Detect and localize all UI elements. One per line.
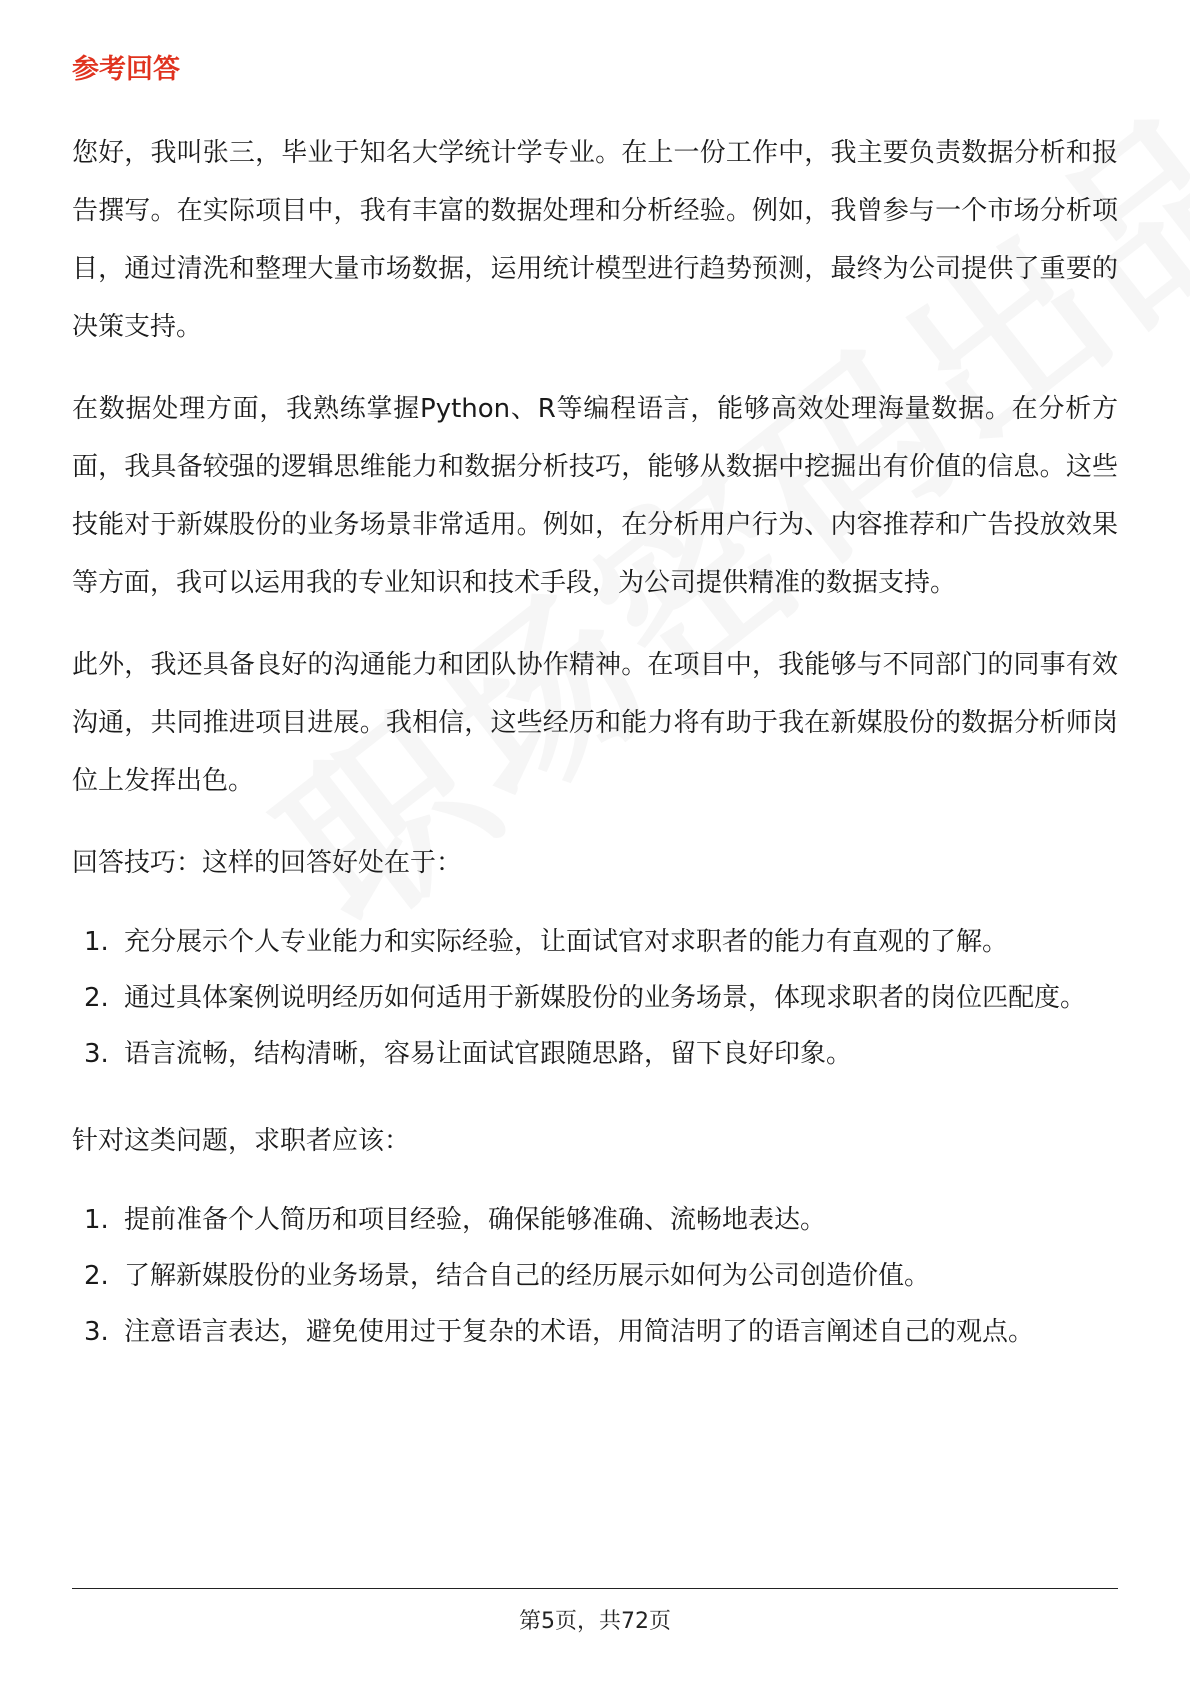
list-item <box>72 914 1118 970</box>
list-number: 2. <box>84 1261 109 1291</box>
tips-intro: 回答技巧：这样的回答好处在于： <box>72 848 463 878</box>
list-text: 充分展示个人专业能力和实际经验，让面试官对求职者的能力有直观的了解。 <box>124 927 1009 957</box>
list-text: 了解新媒股份的业务场景，结合自己的经历展示如何为公司创造价值。 <box>124 1261 931 1291</box>
tips-list <box>72 914 1118 1082</box>
list-number: 3. <box>84 1317 109 1347</box>
list-item <box>72 1026 1118 1082</box>
list-item <box>72 1248 1118 1304</box>
list-text: 提前准备个人简历和项目经验，确保能够准确、流畅地表达。 <box>124 1205 827 1235</box>
list-number: 1. <box>84 927 109 957</box>
document-body <box>72 48 1118 1390</box>
list-number: 2. <box>84 983 109 1013</box>
list-item <box>72 1192 1118 1248</box>
paragraph-3: 此外，我还具备良好的沟通能力和团队协作精神。在项目中，我能够与不同部门的同事有效沟通，共同推进项目进展。我相信，这些经历和能力将有助于我在新媒股份的数据分析师岗位上发挥出色。 <box>72 650 1118 796</box>
list-number: 1. <box>84 1205 109 1235</box>
paragraph-2: 在数据处理方面，我熟练掌握Python、R等编程语言，能够高效处理海量数据。在分析方面，我具备较强的逻辑思维能力和数据分析技巧，能够从数据中挖掘出有价值的信息。这些技能对于新媒股份的业务场景非常适用。例如，在分析用户行为、内容推荐和广告投放效果等方面，我可以运用我的专业知识和技术手段，为公司提供精准的数据支持。 <box>72 394 1118 598</box>
list-text: 通过具体案例说明经历如何适用于新媒股份的业务场景，体现求职者的岗位匹配度。 <box>124 983 1087 1013</box>
section-title: 参考回答 <box>72 54 180 85</box>
page-number: 第5页，共72页 <box>519 1609 671 1634</box>
advice-intro: 针对这类问题，求职者应该： <box>72 1126 411 1156</box>
list-item <box>72 970 1118 1026</box>
paragraph-1: 您好，我叫张三，毕业于知名大学统计学专业。在上一份工作中，我主要负责数据分析和报告撰写。在实际项目中，我有丰富的数据处理和分析经验。例如，我曾参与一个市场分析项目，通过清洗和整理大量市场数据，运用统计模型进行趋势预测，最终为公司提供了重要的决策支持。 <box>72 138 1118 342</box>
list-number: 3. <box>84 1039 109 1069</box>
list-text: 语言流畅，结构清晰，容易让面试官跟随思路，留下良好印象。 <box>124 1039 853 1069</box>
list-text: 注意语言表达，避免使用过于复杂的术语，用简洁明了的语言阐述自己的观点。 <box>124 1317 1035 1347</box>
list-item <box>72 1304 1118 1360</box>
advice-list <box>72 1192 1118 1360</box>
footer-divider <box>72 1588 1118 1589</box>
